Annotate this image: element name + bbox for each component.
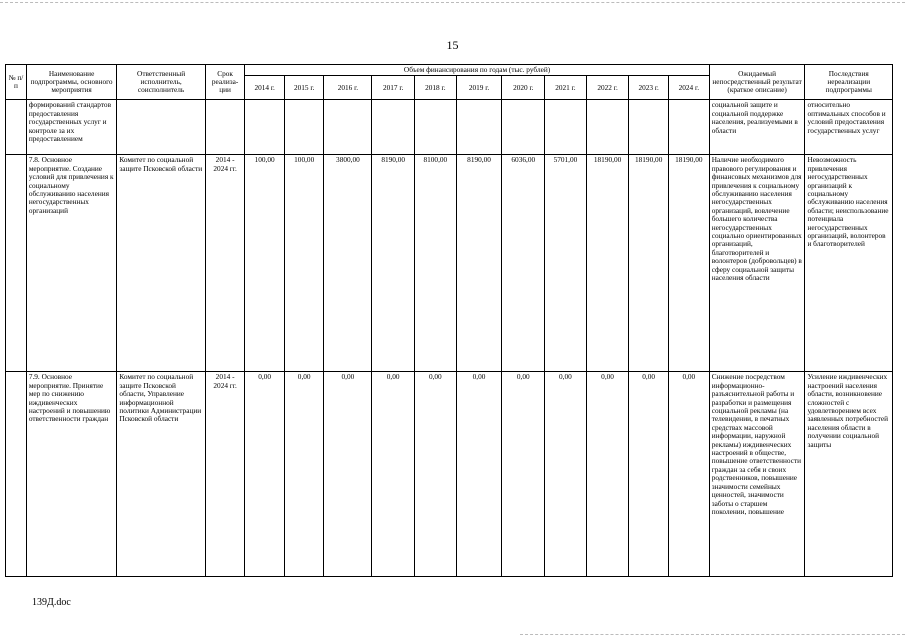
row-name: 7.8. Основное мероприятие. Создание условий для привлечения к социальному обслуживанию населения негосударственных организаций	[26, 155, 117, 372]
document-filename: 139Д.doc	[32, 597, 71, 608]
header-year: 2024 г.	[668, 76, 709, 100]
header-year: 2020 г.	[502, 76, 545, 100]
page-number: 15	[446, 38, 459, 52]
header-term: Срок реализа-ции	[205, 65, 245, 100]
row-value: 0,00	[415, 372, 457, 577]
scan-edge-top	[0, 2, 905, 4]
header-funding: Объем финансирования по годам (тыс. рублей)	[245, 65, 709, 76]
row-value	[245, 100, 285, 155]
row-value	[668, 100, 709, 155]
row-result: Снижение посредством информационно-разъяснительной работы и разработки и размещения социальной рекламы (на телевидении, в печатных средствах массовой информации, наружной рекламы) иждивенческих настроений в обществе, повышение ответственности граждан за себя и своих родственников, повышение значимости семейных ценностей, значимости заботы о старшем поколении, повышение	[709, 372, 805, 577]
header-year: 2016 г.	[324, 76, 372, 100]
row-consequences: относительно оптимальных способов и условий предоставления государственных услуг	[805, 100, 893, 155]
funding-table	[5, 64, 893, 577]
row-value: 0,00	[456, 372, 502, 577]
header-year: 2015 г.	[284, 76, 324, 100]
row-consequences: Невозможность привлечения негосударственных организаций к социальному обслуживанию населения области; неиспользование потенциала негосударственных организаций, волонтеров и благотворителей	[805, 155, 893, 372]
header-num: № п/п	[6, 65, 27, 100]
row-value	[456, 100, 502, 155]
row-num	[6, 155, 27, 372]
header-year: 2023 г.	[629, 76, 669, 100]
row-value: 18190,00	[586, 155, 629, 372]
header-consequences: Последствия нереализации подпрограммы	[805, 65, 893, 100]
row-value	[545, 100, 587, 155]
row-value: 18190,00	[629, 155, 669, 372]
row-value: 0,00	[586, 372, 629, 577]
row-value	[324, 100, 372, 155]
row-name: 7.9. Основное мероприятие. Принятие мер по снижению иждивенческих настроений и повышению ответственности граждан	[26, 372, 117, 577]
row-value: 100,00	[245, 155, 285, 372]
row-term: 2014 - 2024 гг.	[205, 155, 245, 372]
header-year: 2021 г.	[545, 76, 587, 100]
row-value: 6036,00	[502, 155, 545, 372]
row-value	[415, 100, 457, 155]
row-value: 0,00	[372, 372, 415, 577]
row-value: 18190,00	[668, 155, 709, 372]
row-value: 8190,00	[456, 155, 502, 372]
header-responsible: Ответственный исполнитель, соисполнитель	[117, 65, 205, 100]
row-value	[586, 100, 629, 155]
table-row	[6, 372, 893, 577]
row-value: 0,00	[245, 372, 285, 577]
row-value	[629, 100, 669, 155]
row-num	[6, 100, 27, 155]
header-name: Наименование подпрограммы, основного мероприятия	[26, 65, 117, 100]
row-consequences: Усиление иждивенческих настроений населения области, возникновение сложностей с удовлетворением всех заявленных потребностей населения области в получении социальной защиты	[805, 372, 893, 577]
row-value: 0,00	[668, 372, 709, 577]
row-term: 2014 - 2024 гг.	[205, 372, 245, 577]
row-value: 0,00	[502, 372, 545, 577]
table-row	[6, 155, 893, 372]
row-value: 100,00	[284, 155, 324, 372]
header-result: Ожидаемый непосредственный результат (краткое описание)	[709, 65, 805, 100]
row-value	[284, 100, 324, 155]
row-term	[205, 100, 245, 155]
header-year: 2017 г.	[372, 76, 415, 100]
row-value: 3800,00	[324, 155, 372, 372]
row-result: социальной защите и социальной поддержке населения, реализуемыми в области	[709, 100, 805, 155]
row-name: формирований стандартов предоставления государственных услуг и контроле за их предоставлением	[26, 100, 117, 155]
header-year: 2014 г.	[245, 76, 285, 100]
row-result: Наличие необходимого правового регулирования и финансовых механизмов для привлечения к социальному обслуживанию населения негосударственных организаций, вовлечение большего количества негосударственных социально ориентированных организаций, благотворителей и волонтеров (добровольцев) в сферу социальной защиты населения области	[709, 155, 805, 372]
row-value: 0,00	[324, 372, 372, 577]
scan-edge-bottom	[520, 634, 905, 636]
row-responsible	[117, 100, 205, 155]
row-value: 0,00	[545, 372, 587, 577]
header-year: 2018 г.	[415, 76, 457, 100]
row-num	[6, 372, 27, 577]
table-row	[6, 100, 893, 155]
row-value	[372, 100, 415, 155]
row-value: 0,00	[629, 372, 669, 577]
row-value: 8100,00	[415, 155, 457, 372]
row-value: 8190,00	[372, 155, 415, 372]
row-value	[502, 100, 545, 155]
row-value: 0,00	[284, 372, 324, 577]
row-value: 5701,00	[545, 155, 587, 372]
header-year: 2019 г.	[456, 76, 502, 100]
header-year: 2022 г.	[586, 76, 629, 100]
row-responsible: Комитет по социальной защите Псковской области, Управление информационной политики Администрации Псковской области	[117, 372, 205, 577]
row-responsible: Комитет по социальной защите Псковской области	[117, 155, 205, 372]
